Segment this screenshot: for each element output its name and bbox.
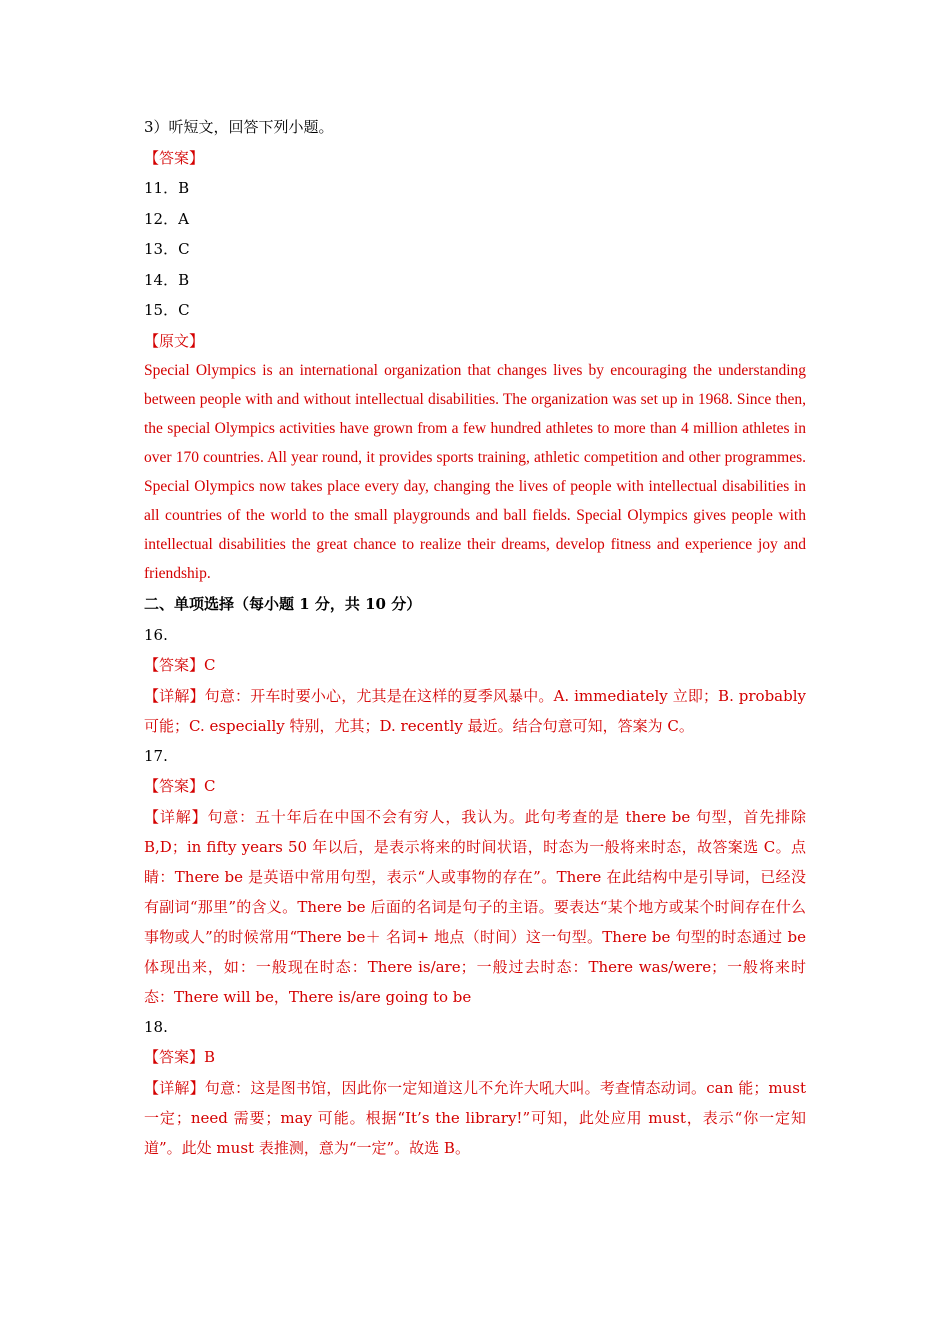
answer-12: 12．A xyxy=(144,209,189,228)
q18-number: 18. xyxy=(144,1017,168,1036)
section3-heading: 3）听短文，回答下列小题。 xyxy=(144,118,334,136)
q17-answer: 【答案】C xyxy=(144,777,216,795)
answer-15: 15．C xyxy=(144,301,190,319)
q16-answer: 【答案】C xyxy=(144,656,216,674)
q17-number: 17. xyxy=(144,746,168,765)
q16-detail: 【详解】句意：开车时要小心，尤其是在这样的夏季风暴中。A. immediately 立即；B. probably 可能；C. especially 特别，尤其；D. recently 最近。结合句意可知，答案为 C。 xyxy=(144,686,806,735)
q18-answer: 【答案】B xyxy=(144,1048,216,1066)
section2-heading: 二、单项选择（每小题 1 分，共 10 分） xyxy=(144,595,422,613)
q18-detail: 【详解】句意：这是图书馆，因此你一定知道这儿不允许大吼大叫。考查情态动词。can 能；must 一定；need 需要；may 可能。根据“It’s the library!”可知，此处应用 must，表示“你一定知道”。此处 must 表推测，意为“一定”。故选 B。 xyxy=(144,1078,806,1157)
answer-label: 【答案】 xyxy=(144,148,205,167)
answer-11: 11．B xyxy=(144,179,190,197)
q17-detail: 【详解】句意：五十年后在中国不会有穷人，我认为。此句考查的是 there be 句型，首先排除 B,D；in fifty years 50 年以后，是表示将来的时间状语，时态为一般将来时态，故答案选 C。点睛：There be 是英语中常用句型，表示“人或事物的存在”。There 在此结构中是引导词，已经没有副词“那里”的含义。There be 后面的名词是句子的主语。要表达“某个地方或某个时间存在什么事物或人”的时候常用“There be＋ 名词+ 地点（时间）这一句型。There be 句型的时态通过 be 体现出来，如：一般现在时态：There is/are；一般过去时态：There was/were；一般将来时态：There will be，There is/are going to be xyxy=(144,807,806,1006)
original-text-label: 【原文】 xyxy=(144,331,205,350)
document-page xyxy=(144,112,806,1163)
q16-number: 16. xyxy=(144,625,168,644)
listening-passage: Special Olympics is an international organization that changes lives by encouraging the understanding between people with and without intellectual disabilities. The organization was set up in 1968. Since then, the special Olympics activities have grown from a few hundred athletes to more than 4 million athletes in over 170 countries. All year round, it provides sports training, athletic competition and other programmes. Special Olympics now takes place every day, changing the lives of people with intellectual disabilities in all countries of the world to the small playgrounds and ball fields. Special Olympics gives people with intellectual disabilities the great chance to realize their dreams, develop fitness and experience joy and friendship. xyxy=(144,362,806,582)
answer-14: 14．B xyxy=(144,270,190,289)
answer-13: 13．C xyxy=(144,240,190,258)
